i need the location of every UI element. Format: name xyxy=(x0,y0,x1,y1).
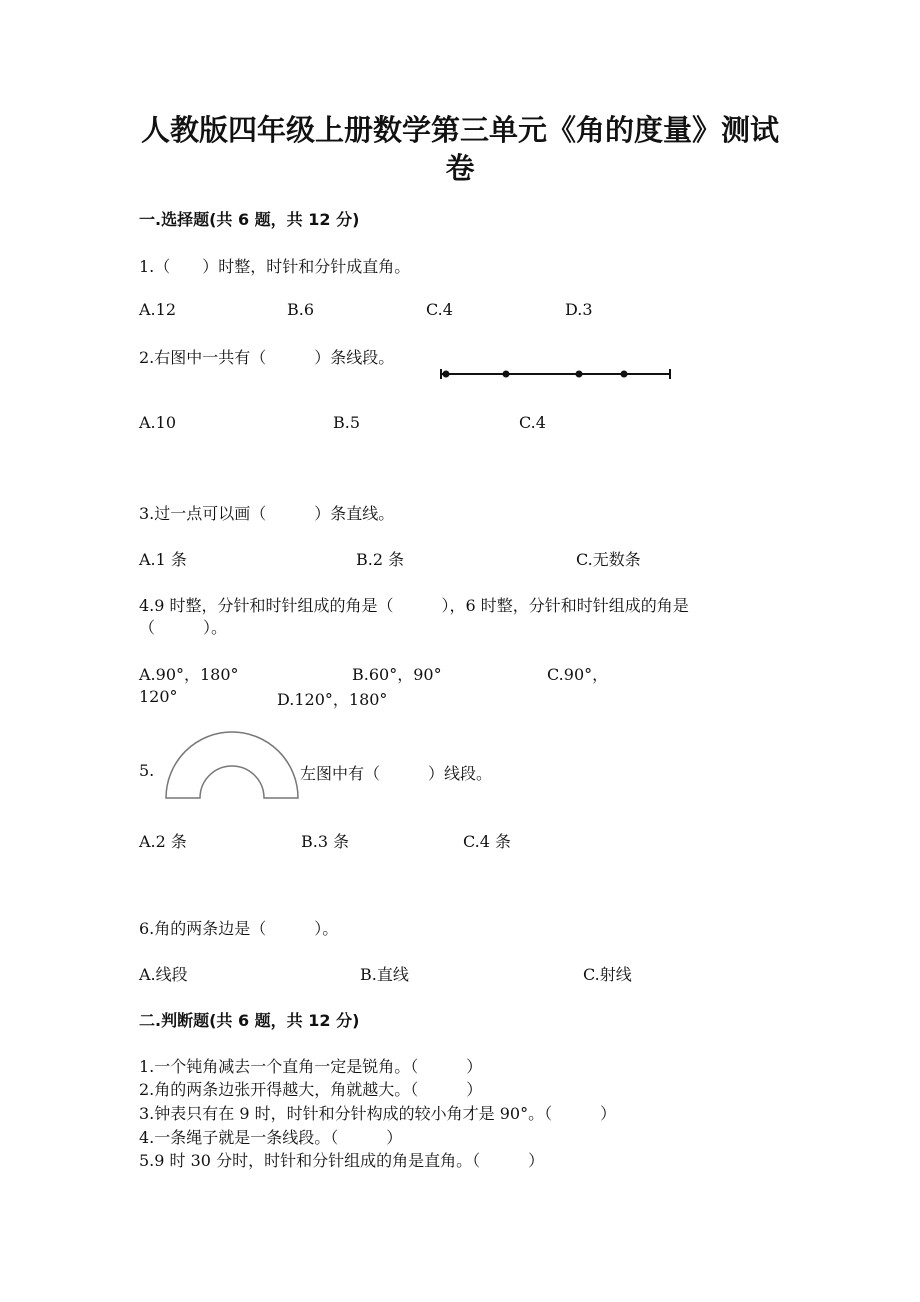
question-5-option-c: C.4 条 xyxy=(463,832,512,851)
question-4-option-a: A.90°，180° xyxy=(139,665,239,684)
arch-figure xyxy=(160,728,304,804)
question-5-option-a: A.2 条 xyxy=(139,832,187,851)
question-6-option-b: B.直线 xyxy=(360,965,409,984)
judgement-item-3: 3.钟表只有在 9 时，时针和分针构成的较小角才是 90°。（ ） xyxy=(139,1104,617,1123)
question-2-option-b: B.5 xyxy=(333,413,361,432)
question-2-option-c: C.4 xyxy=(519,413,546,432)
question-5-number: 5. xyxy=(139,761,155,780)
judgement-item-4: 4.一条绳子就是一条线段。（ ） xyxy=(139,1128,403,1147)
question-3-option-a: A.1 条 xyxy=(139,550,187,569)
question-3-option-c: C.无数条 xyxy=(576,550,641,569)
question-4-option-c-continued: 120° xyxy=(139,687,178,706)
question-2-option-a: A.10 xyxy=(139,413,176,432)
page-title-line1: 人教版四年级上册数学第三单元《角的度量》测试 xyxy=(140,113,779,147)
question-4-option-c: C.90°， xyxy=(547,665,609,684)
question-1-option-d: D.3 xyxy=(565,300,593,319)
section2-heading: 二.判断题(共 6 题，共 12 分) xyxy=(139,1011,360,1030)
question-1-option-b: B.6 xyxy=(287,300,315,319)
question-4-text-line1: 4.9 时整，分针和时针组成的角是（ ），6 时整，分针和时针组成的角是 xyxy=(139,596,689,615)
line-segment-figure xyxy=(438,366,674,382)
question-6-text: 6.角的两条边是（ ）。 xyxy=(139,919,339,938)
judgement-item-1: 1.一个钝角减去一个直角一定是锐角。（ ） xyxy=(139,1057,483,1076)
question-6-option-a: A.线段 xyxy=(139,965,188,984)
question-1-option-c: C.4 xyxy=(426,300,453,319)
question-6-option-c: C.射线 xyxy=(583,965,632,984)
question-4-option-d: D.120°，180° xyxy=(277,690,388,709)
question-2-text: 2.右图中一共有（ ）条线段。 xyxy=(139,348,395,367)
question-1-text: 1.（ ）时整，时针和分针成直角。 xyxy=(139,257,411,276)
page-title-line2: 卷 xyxy=(445,151,475,185)
question-5-option-b: B.3 条 xyxy=(301,832,350,851)
question-3-text: 3.过一点可以画（ ）条直线。 xyxy=(139,504,395,523)
question-4-text-line2: （ ）。 xyxy=(139,618,228,637)
question-4-option-b: B.60°，90° xyxy=(352,665,442,684)
question-5-text: 左图中有（ ）线段。 xyxy=(300,764,493,783)
judgement-item-2: 2.角的两条边张开得越大，角就越大。（ ） xyxy=(139,1080,483,1099)
section1-heading: 一.选择题(共 6 题，共 12 分) xyxy=(139,210,360,229)
question-3-option-b: B.2 条 xyxy=(356,550,405,569)
judgement-item-5: 5.9 时 30 分时，时针和分针组成的角是直角。（ ） xyxy=(139,1151,545,1170)
question-1-option-a: A.12 xyxy=(139,300,176,319)
